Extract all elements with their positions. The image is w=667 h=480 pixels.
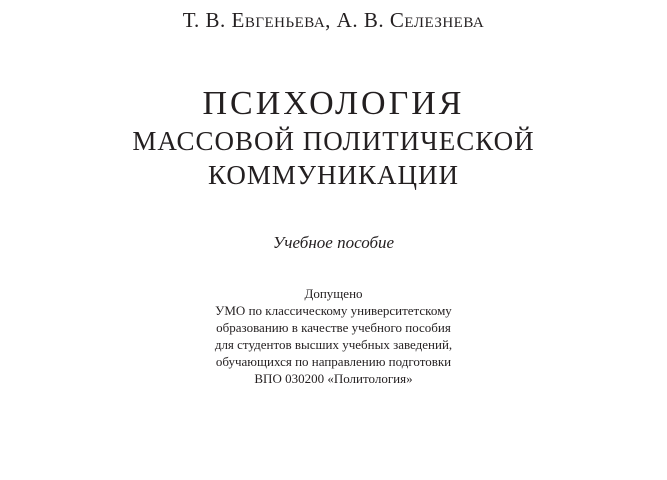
approval-line-1: Допущено [304,286,363,301]
authors: Т. В. Евгеньева, А. В. Селезнева [182,8,485,32]
approval-line-2: УМО по классическому университетскому [215,303,452,318]
book-title-line-1: ПСИХОЛОГИЯ [202,85,465,122]
document-type: Учебное пособие [272,233,395,252]
approval-line-4: для студентов высших учебных заведений, [214,337,453,352]
book-title-line-3: КОММУНИКАЦИИ [208,160,459,190]
book-title [0,84,667,192]
book-title-line-2: МАССОВОЙ ПОЛИТИЧЕСКОЙ [132,126,535,156]
approval-line-6: ВПО 030200 «Политология» [254,371,413,386]
approval-line-5: обучающихся по направлению подготовки [215,354,452,369]
approval-statement [0,285,667,387]
approval-line-3: образованию в качестве учебного пособия [216,320,451,335]
